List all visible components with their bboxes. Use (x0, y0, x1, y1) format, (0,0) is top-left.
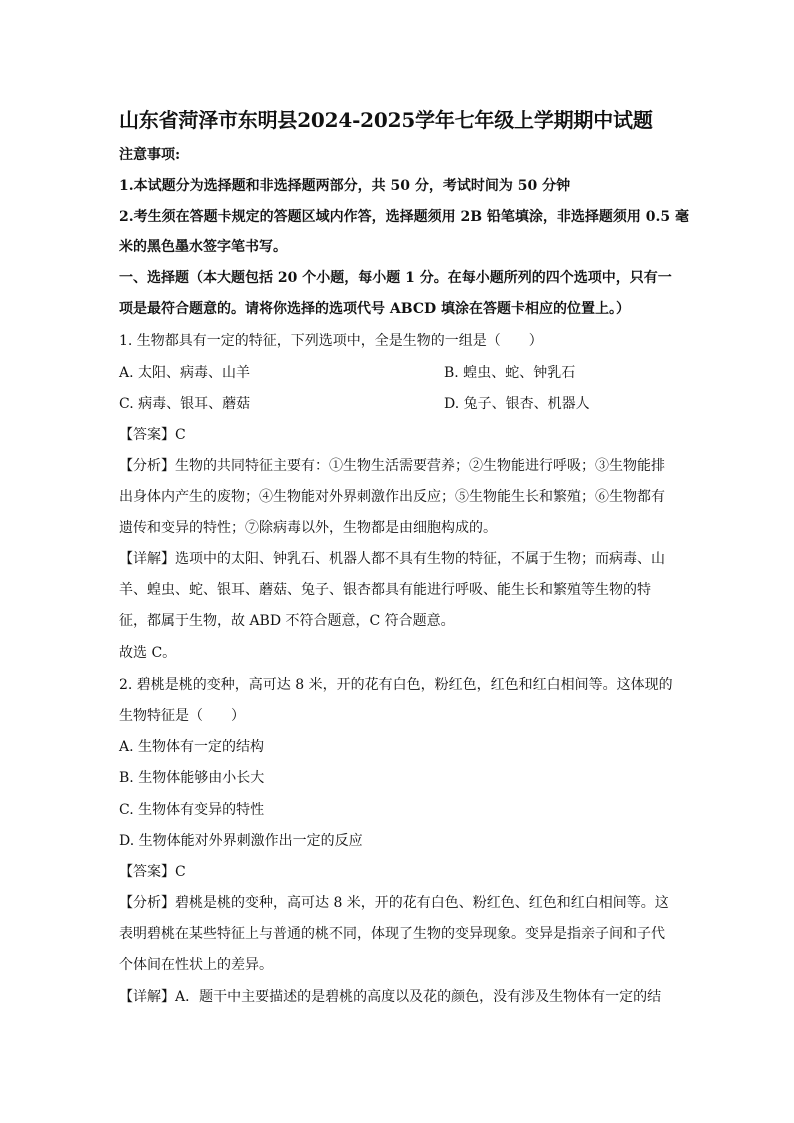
q1-option-a: A. 太阳、病毒、山羊 (119, 365, 251, 381)
q2-analysis-line-1: 【分析】碧桃是桃的变种，高可达 8 米，开的花有白色、粉红色、红色和红白相间等。这 (119, 895, 669, 911)
q1-stem: 1. 生物都具有一定的特征，下列选项中，全是生物的一组是（ ） (119, 333, 543, 349)
q2-analysis-line-3: 个体间在性状上的差异。 (119, 957, 273, 973)
q1-detail-line-2: 羊、蝗虫、蛇、银耳、蘑菇、兔子、银杏都具有能进行呼吸、能生长和繁殖等生物的特 (119, 582, 651, 598)
q2-stem-line-2: 生物特征是（ ） (119, 708, 245, 724)
q2-answer: 【答案】C (119, 864, 186, 880)
q1-analysis-line-3: 遗传和变异的特性；⑦除病毒以外，生物都是由细胞构成的。 (119, 520, 497, 536)
q2-option-c: C. 生物体有变异的特性 (119, 802, 265, 818)
q1-analysis-line-1: 【分析】生物的共同特征主要有：①生物生活需要营养；②生物能进行呼吸；③生物能排 (119, 458, 665, 474)
notice-item-2-line-2: 米的黑色墨水签字笔书写。 (119, 239, 287, 255)
q2-option-b: B. 生物体能够由小长大 (119, 770, 265, 786)
q2-analysis-line-2: 表明碧桃在某些特征上与普通的桃不同，体现了生物的变异现象。变异是指亲子间和子代 (119, 926, 665, 942)
q2-option-d: D. 生物体能对外界刺激作出一定的反应 (119, 833, 363, 849)
q2-detail-line-1: 【详解】A．题干中主要描述的是碧桃的高度以及花的颜色，没有涉及生物体有一定的结 (119, 989, 662, 1005)
notice-item-2-line-1: 2.考生须在答题卡规定的答题区域内作答，选择题须用 2B 铅笔填涂，非选择题须用 0.5 毫 (119, 209, 690, 225)
notice-item-1: 1.本试题分为选择题和非选择题两部分，共 50 分，考试时间为 50 分钟 (119, 178, 571, 194)
q1-detail-line-3: 征，都属于生物，故 ABD 不符合题意，C 符合题意。 (119, 613, 455, 629)
section-heading-line-1: 一、选择题（本大题包括 20 个小题，每小题 1 分。在每小题所列的四个选项中，只有一 (119, 270, 672, 286)
q2-stem-line-1: 2. 碧桃是桃的变种，高可达 8 米，开的花有白色，粉红色，红色和红白相间等。这体现的 (119, 677, 673, 693)
q1-conclusion: 故选 C。 (119, 645, 177, 661)
q2-option-a: A. 生物体有一定的结构 (119, 739, 265, 755)
q1-option-c: C. 病毒、银耳、蘑菇 (119, 396, 251, 412)
section-heading-line-2: 项是最符合题意的。请将你选择的选项代号 ABCD 填涂在答题卡相应的位置上。） (119, 301, 630, 317)
q1-option-d: D. 兔子、银杏、机器人 (444, 396, 590, 412)
q1-detail-line-1: 【详解】选项中的太阳、钟乳石、机器人都不具有生物的特征，不属于生物；而病毒、山 (119, 551, 665, 567)
q1-answer: 【答案】C (119, 427, 186, 443)
page-title: 山东省菏泽市东明县2024-2025学年七年级上学期期中试题 (119, 108, 653, 132)
notice-heading: 注意事项: (119, 147, 181, 163)
q1-option-b: B. 蝗虫、蛇、钟乳石 (444, 365, 576, 381)
q1-analysis-line-2: 出身体内产生的废物；④生物能对外界刺激作出反应；⑤生物能生长和繁殖；⑥生物都有 (119, 489, 665, 505)
